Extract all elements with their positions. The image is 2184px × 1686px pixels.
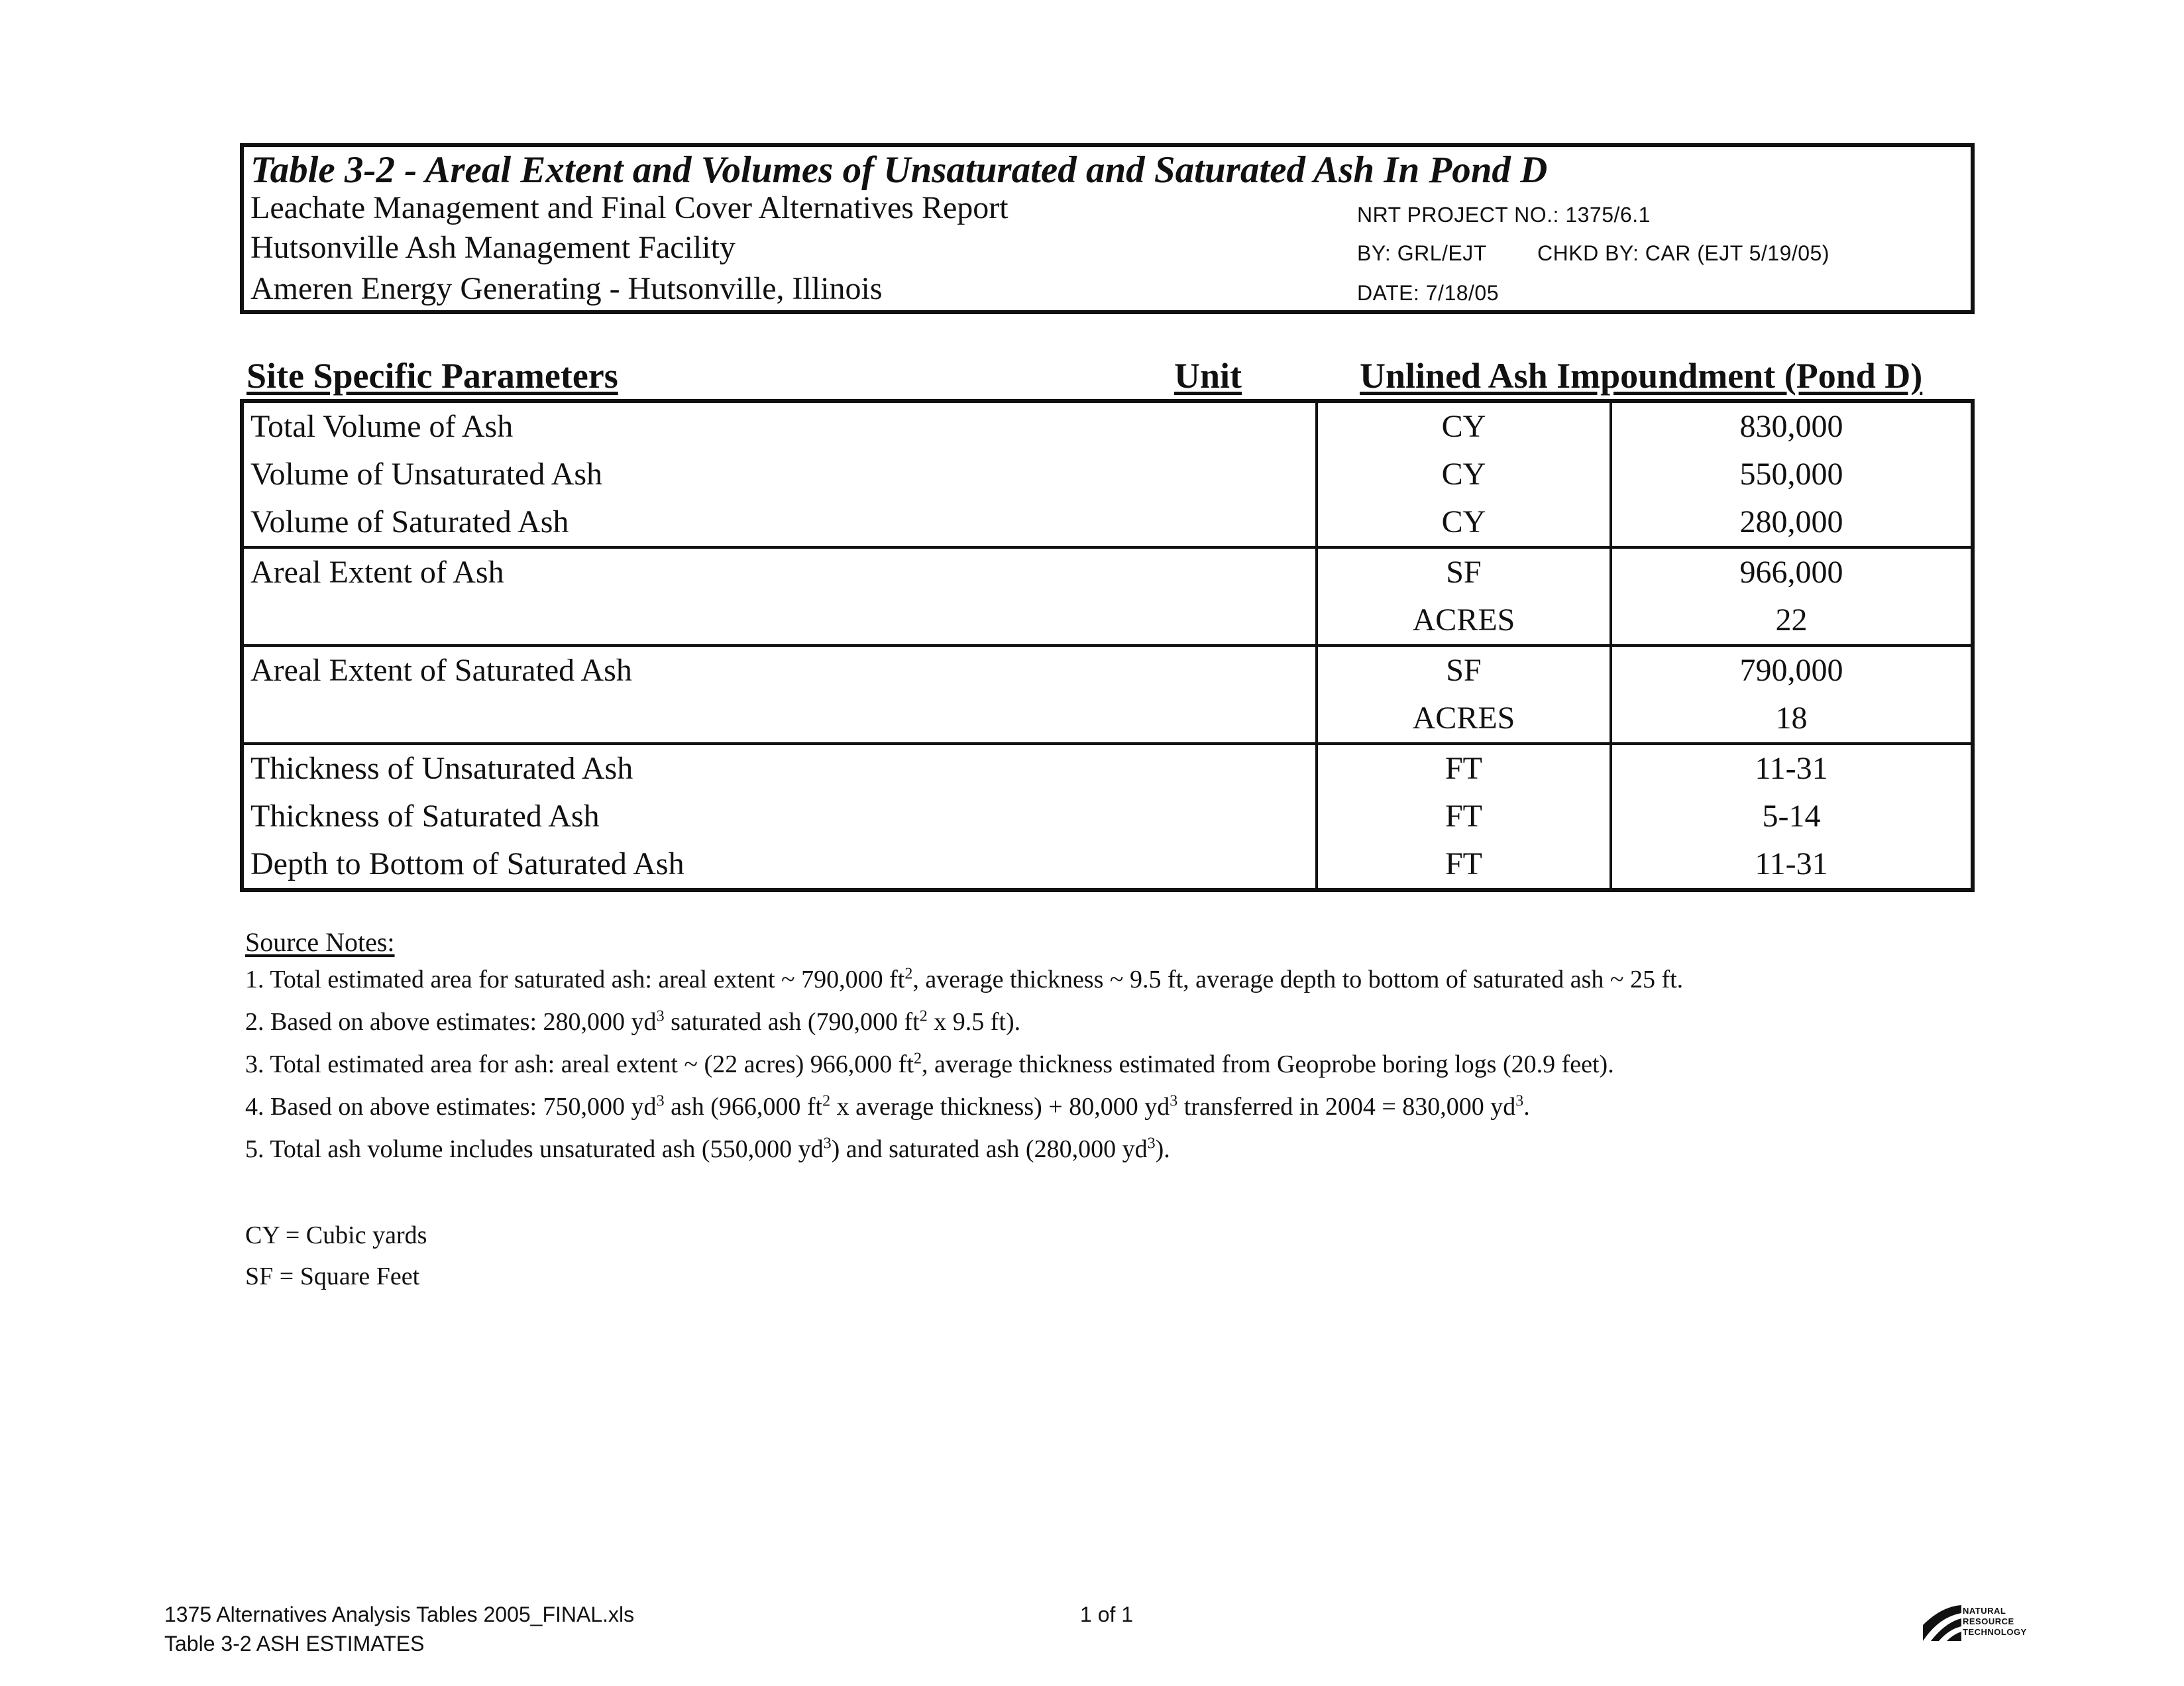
- table-row: [242, 596, 1973, 646]
- table-row: [242, 451, 1973, 498]
- value-cell: 280,000: [1739, 504, 1843, 539]
- param-cell: Volume of Unsaturated Ash: [242, 451, 1317, 498]
- unit-cell: CY: [1317, 498, 1611, 547]
- source-note-1: 1. Total estimated area for saturated ash: areal extent ~ 790,000 $ft^2$, average thickness ~ 9.5 ft, average depth to bottom of saturated ash ~ 25 ft.: [245, 965, 1684, 993]
- value-cell: 5-14: [1762, 799, 1821, 834]
- source-notes-heading: Source Notes:: [245, 927, 395, 957]
- value-cell: 22: [1775, 602, 1808, 638]
- column-header-unit: Unit: [1174, 356, 1242, 396]
- param-cell: Thickness of Unsaturated Ash: [242, 744, 1317, 793]
- source-note-3: 3. Total estimated area for ash: areal extent ~ (22 acres) 966,000 $ft^2$, average thickness estimated from Geoprobe boring logs (20.9 feet).: [245, 1050, 1614, 1078]
- table-row: [242, 498, 1973, 547]
- checked-by: CHKD BY: CAR (EJT 5/19/05): [1537, 241, 1829, 265]
- unit-cell: SF: [1317, 646, 1611, 695]
- value-cell: 11-31: [1755, 846, 1828, 881]
- company-location: Ameren Energy Generating - Hutsonville, Illinois: [250, 271, 883, 306]
- logo-text-line1: NATURAL: [1963, 1606, 2006, 1616]
- footer-filename: 1375 Alternatives Analysis Tables 2005_FINAL.xls: [164, 1602, 635, 1626]
- unit-cell: ACRES: [1317, 695, 1611, 744]
- abbreviation-cy: CY = Cubic yards: [245, 1221, 427, 1249]
- source-note-4: 4. Based on above estimates: 750,000 $yd^3$ ash (966,000 $ft^2$ x average thickness) + 80,000 $yd^3$ transferred in 2004 = 830,000 $yd^3$.: [245, 1092, 1530, 1121]
- unit-cell: ACRES: [1317, 596, 1611, 646]
- table-row: [242, 744, 1973, 793]
- param-cell: [242, 596, 1317, 646]
- param-cell: Depth to Bottom of Saturated Ash: [242, 840, 1317, 890]
- logo-text-line3: TECHNOLOGY: [1963, 1627, 2027, 1637]
- table-row: [242, 646, 1973, 695]
- facility-name: Hutsonville Ash Management Facility: [250, 230, 736, 265]
- table-title: Table 3-2 - Areal Extent and Volumes of Unsaturated and Saturated Ash In Pond D: [250, 149, 1548, 191]
- param-cell: Areal Extent of Saturated Ash: [242, 646, 1317, 695]
- table-row: [242, 401, 1973, 451]
- unit-cell: CY: [1317, 401, 1611, 451]
- footer-sheet-name: Table 3-2 ASH ESTIMATES: [164, 1632, 425, 1656]
- param-cell: Thickness of Saturated Ash: [242, 793, 1317, 840]
- unit-cell: FT: [1317, 744, 1611, 793]
- table-header-box: [240, 143, 1975, 314]
- source-note-5: 5. Total ash volume includes unsaturated ash (550,000 $yd^3$) and saturated ash (280,000 $yd^3$).: [245, 1135, 1170, 1163]
- param-cell: Total Volume of Ash: [242, 401, 1317, 451]
- table-row: [242, 547, 1973, 596]
- table-row: [242, 793, 1973, 840]
- report-date: DATE: 7/18/05: [1357, 281, 1500, 305]
- column-header-value: Unlined Ash Impoundment (Pond D): [1360, 356, 1923, 396]
- source-note-2: 2. Based on above estimates: 280,000 $yd^3$ saturated ash (790,000 $ft^2$ x 9.5 ft).: [245, 1007, 1021, 1036]
- param-cell: [242, 695, 1317, 744]
- value-cell: 18: [1775, 701, 1808, 736]
- footer-page-number: 1 of 1: [1080, 1602, 1134, 1626]
- logo-text-line2: RESOURCE: [1963, 1616, 2014, 1626]
- value-cell: 790,000: [1611, 646, 1973, 695]
- report-name: Leachate Management and Final Cover Alternatives Report: [250, 190, 1009, 225]
- unit-cell: SF: [1317, 547, 1611, 596]
- prepared-by: BY: GRL/EJT: [1357, 241, 1487, 265]
- value-cell: 830,000: [1739, 409, 1843, 444]
- unit-cell: FT: [1317, 793, 1611, 840]
- project-number: NRT PROJECT NO.: 1375/6.1: [1357, 203, 1651, 227]
- param-cell: Volume of Saturated Ash: [242, 498, 1317, 547]
- value-cell: 550,000: [1739, 457, 1843, 492]
- parameters-table: [240, 399, 1975, 892]
- table-row: [242, 695, 1973, 744]
- table-row: [242, 840, 1973, 890]
- unit-cell: FT: [1317, 840, 1611, 890]
- abbreviation-sf: SF = Square Feet: [245, 1263, 420, 1290]
- param-cell: Areal Extent of Ash: [242, 547, 1317, 596]
- value-cell: 11-31: [1611, 744, 1973, 793]
- column-header-parameters: Site Specific Parameters: [246, 356, 618, 396]
- unit-cell: CY: [1317, 451, 1611, 498]
- value-cell: 966,000: [1611, 547, 1973, 596]
